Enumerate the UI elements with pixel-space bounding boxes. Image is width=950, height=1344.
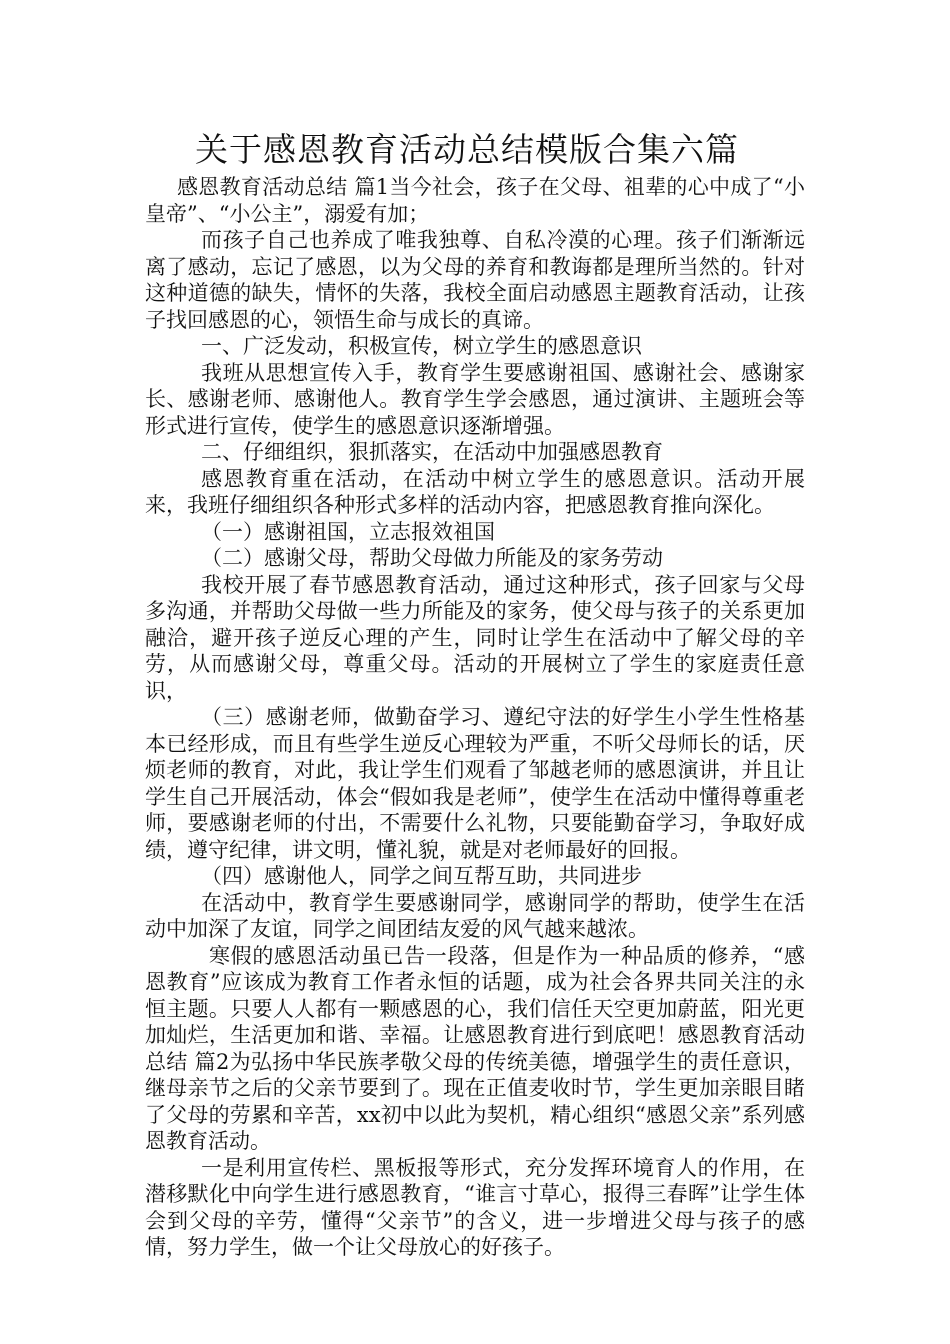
subsection-heading: （四）感谢他人，同学之间互帮互助，共同进步 xyxy=(201,864,642,888)
paragraph: 寒假的感恩活动虽已告一段落，但是作为一种品质的修养，“感恩教育”应该成为教育工作者永恒的话题，成为社会各界共同关注的永恒主题。只要人人都有一颗感恩的心，我们信任天空更加蔚蓝，阳光更加灿烂，生活更加和谐、幸福。让感恩教育进行到底吧！感恩教育活动总结 篇2为弘扬中华民族孝敬父母的传统美德，增强学生的责任意识，继母亲节之后的父亲节要到了。现在正值麦收时节，学生更加亲眼目睹了父母的劳累和辛苦，xx初中以此为契机，精心组织“感恩父亲”系列感恩教育活动。 xyxy=(145,943,805,1153)
document-body xyxy=(145,174,805,1261)
paragraph: 一是利用宣传栏、黑板报等形式，充分发挥环境育人的作用，在潜移默化中向学生进行感恩教育，“谁言寸草心，报得三春晖”让学生体会到父母的辛劳，懂得“父亲节”的含义，进一步增进父母与孩子的感情，努力学生，做一个让父母放心的好孩子。 xyxy=(145,1155,805,1259)
section-heading: 二、仔细组织，狠抓落实，在活动中加强感恩教育 xyxy=(201,440,663,464)
paragraph: 我班从思想宣传入手，教育学生要感谢祖国、感谢社会、感谢家长、感谢老师、感谢他人。教育学生学会感恩，通过演讲、主题班会等形式进行宣传，使学生的感恩意识逐渐增强。 xyxy=(145,360,805,438)
paragraph: 感恩教育重在活动，在活动中树立学生的感恩意识。活动开展来，我班仔细组织各种形式多样的活动内容，把感恩教育推向深化。 xyxy=(145,466,805,517)
paragraph: （三）感谢老师，做勤奋学习、遵纪守法的好学生小学生性格基本已经形成，而且有些学生逆反心理较为严重，不听父母师长的话，厌烦老师的教育，对此，我让学生们观看了邹越老师的感恩演讲，并且让学生自己开展活动，体会“假如我是老师”，使学生在活动中懂得尊重老师，要感谢老师的付出，不需要什么礼物，只要能勤奋学习，争取好成绩，遵守纪律，讲文明，懂礼貌，就是对老师最好的回报。 xyxy=(145,705,805,862)
section-heading: 一、广泛发动，积极宣传，树立学生的感恩意识 xyxy=(201,334,642,358)
document-page xyxy=(145,126,805,1261)
paragraph: 感恩教育活动总结 篇1当今社会，孩子在父母、祖辈的心中成了“小皇帝”、“小公主”，溺爱有加； xyxy=(145,175,805,226)
subsection-heading: （二）感谢父母，帮助父母做力所能及的家务劳动 xyxy=(201,546,663,570)
paragraph: 而孩子自己也养成了唯我独尊、自私冷漠的心理。孩子们渐渐远离了感动，忘记了感恩，以为父母的养育和教诲都是理所当然的。针对这种道德的缺失，情怀的失落，我校全面启动感恩主题教育活动，让孩子找回感恩的心，领悟生命与成长的真谛。 xyxy=(145,228,805,332)
paragraph: 我校开展了春节感恩教育活动，通过这种形式，孩子回家与父母多沟通，并帮助父母做一些力所能及的家务，使父母与孩子的关系更加融洽，避开孩子逆反心理的产生，同时让学生在活动中了解父母的辛劳，从而感谢父母，尊重父母。活动的开展树立了学生的家庭责任意识， xyxy=(145,572,805,703)
subsection-heading: （一）感谢祖国，立志报效祖国 xyxy=(201,519,495,544)
document-title: 关于感恩教育活动总结模版合集六篇 xyxy=(195,130,739,169)
paragraph: 在活动中，教育学生要感谢同学，感谢同学的帮助，使学生在活动中加深了友谊，同学之间团结友爱的风气越来越浓。 xyxy=(145,890,805,941)
